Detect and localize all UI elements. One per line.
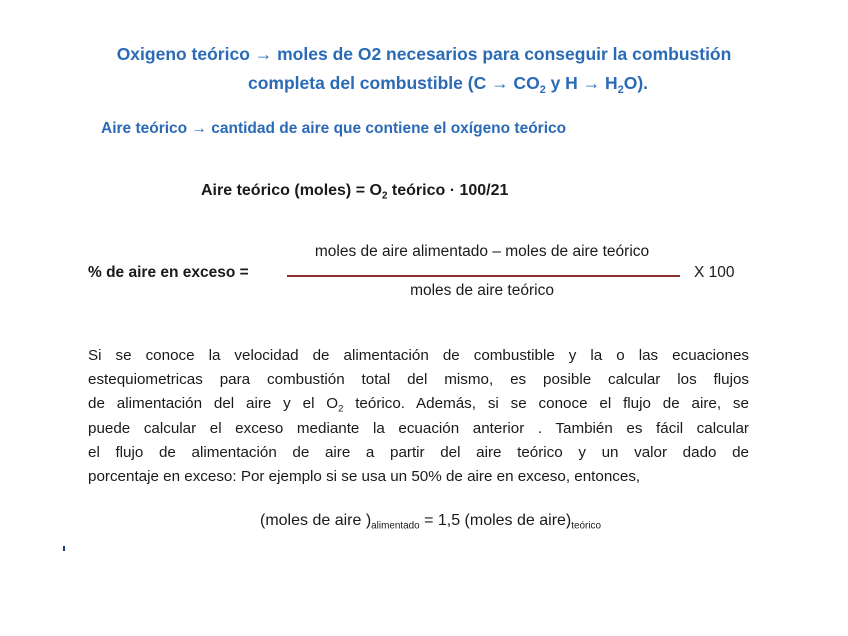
subscript: 2 <box>381 190 388 202</box>
subheading: Aire teórico → cantidad de aire que contiene el oxígeno teórico <box>101 120 567 137</box>
paragraph-line: el flujo de alimentación de aire a partir del aire teórico y un valor dado de <box>88 443 749 461</box>
subscript: teórico <box>571 520 601 532</box>
feed-air-formula <box>260 512 601 530</box>
subscript: 2 <box>617 83 624 96</box>
paragraph-text: de alimentación del aire y el O <box>88 395 339 413</box>
paragraph-line: estequiometricas para combustión total del mismo, es posible calcular los flujos <box>88 371 749 389</box>
title-text: completa del combustible (C → CO <box>247 73 540 93</box>
title-text: O). <box>623 73 649 93</box>
fraction-denominator: moles de aire teórico <box>410 282 554 299</box>
paragraph-line <box>88 392 749 416</box>
slide-title-line1: Oxigeno teórico → moles de O2 necesarios para conseguir la combustión <box>116 44 732 64</box>
slide-title-line2 <box>0 73 848 94</box>
title-text: y H → H <box>545 73 618 93</box>
paragraph-text: teórico. Además, si se conoce el flujo de aire, se <box>343 395 749 413</box>
excess-formula-label: % de aire en exceso = <box>88 264 249 281</box>
paragraph-line: porcentaje en exceso: Por ejemplo si se usa un 50% de aire en exceso, entonces, <box>88 468 641 486</box>
fraction-bar <box>287 275 680 277</box>
multiplier: X 100 <box>694 264 735 281</box>
fraction-numerator: moles de aire alimentado – moles de aire teórico <box>314 243 650 260</box>
formula-text: Aire teórico (moles) = O <box>201 182 382 199</box>
subscript: 2 <box>338 402 344 414</box>
formula-text: = 1,5 (moles de aire) <box>419 512 572 529</box>
subscript: alimentado <box>371 520 420 532</box>
paragraph-line: Si se conoce la velocidad de alimentación de combustible y la o las ecuaciones <box>88 347 749 364</box>
cursor-mark <box>63 546 65 551</box>
theoretical-air-formula <box>201 182 508 200</box>
formula-text: (moles de aire ) <box>260 512 372 529</box>
paragraph-line: puede calcular el exceso mediante la ecuación anterior . También es fácil calcular <box>88 419 749 437</box>
subscript: 2 <box>539 83 546 96</box>
formula-text: teórico · 100/21 <box>387 182 509 199</box>
body-paragraph <box>88 344 749 489</box>
